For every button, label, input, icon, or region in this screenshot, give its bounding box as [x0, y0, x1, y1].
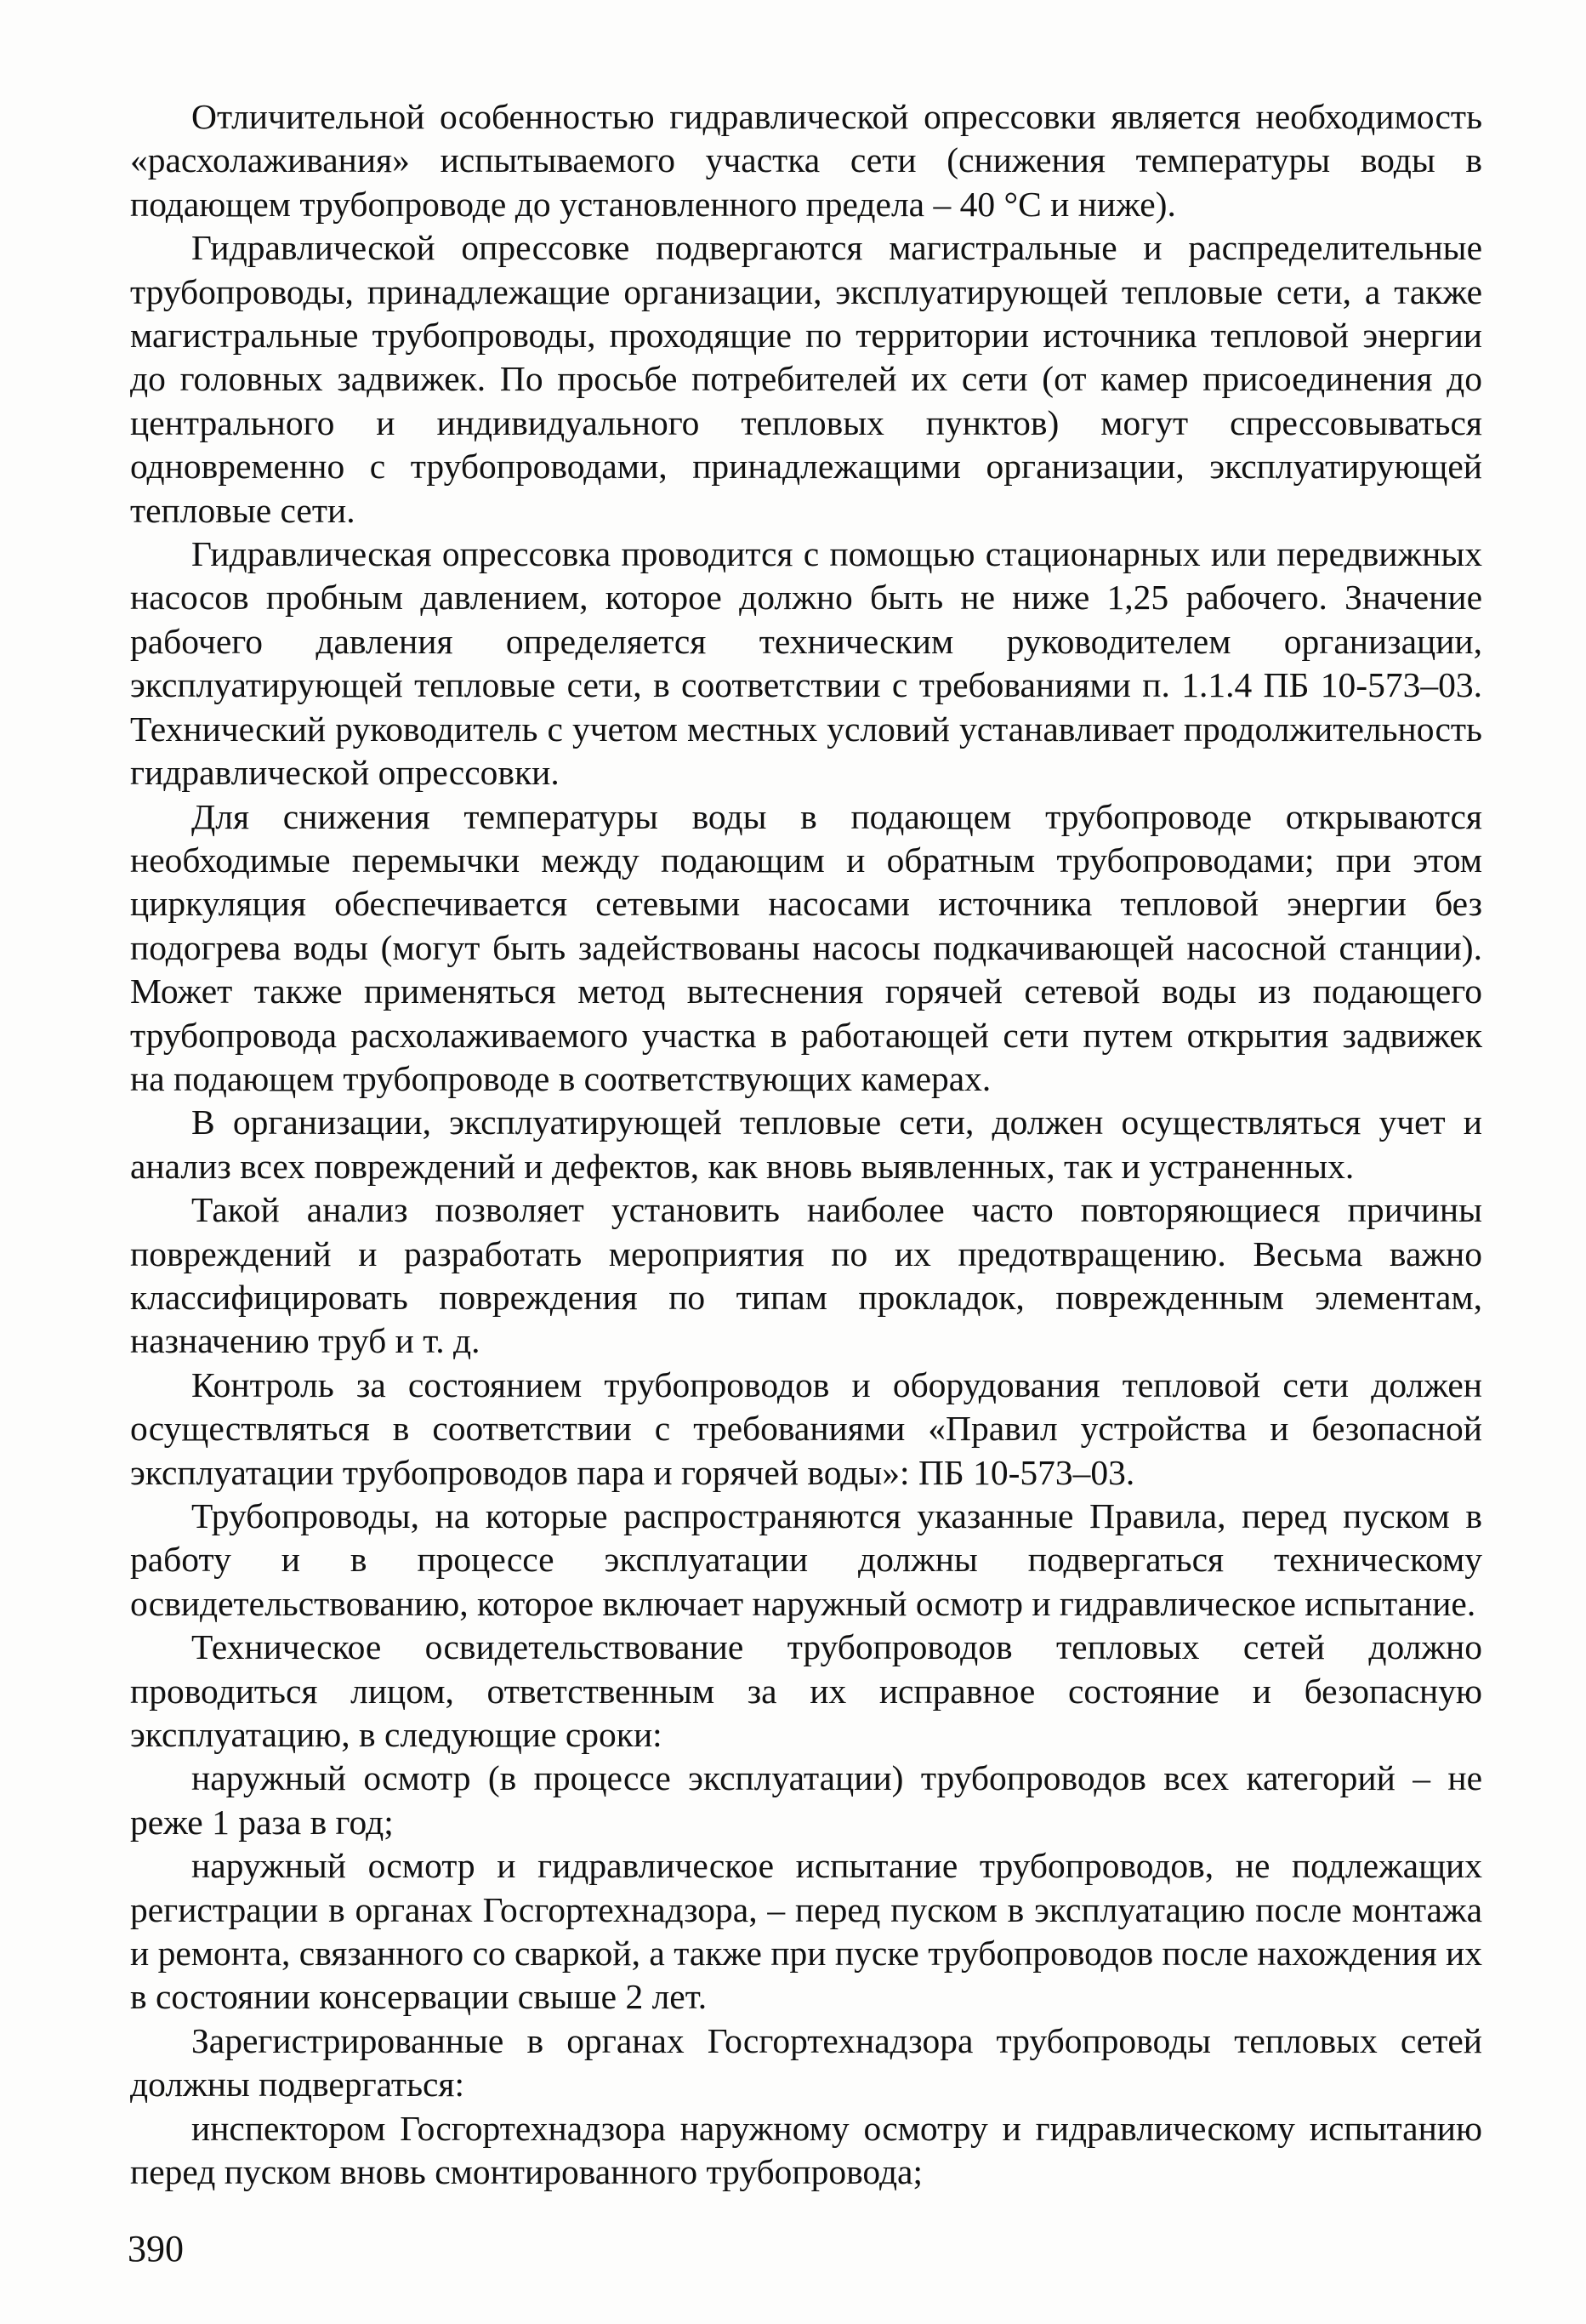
- paragraph-4: Для снижения температуры воды в подающем трубопроводе открываются необходимые перемычки между подающим и обратным трубопроводами; при этом циркуляция обеспечивается сетевыми насосами источника тепловой энергии без подогрева воды (могут быть задействованы насосы подкачивающей насосной станции). Может также применяться метод вытеснения горячей сетевой воды из подающего трубопровода расхолаживаемого участка в работающей сети путем открытия задвижек на подающем трубопроводе в соответствующих камерах.: [130, 796, 1482, 1098]
- list-item-2: наружный осмотр и гидравлическое испытание трубопроводов, не подлежащих регистрации в органах Госгортехнадзора, – перед пуском в эксплуатацию после монтажа и ремонта, связанного со сваркой, а также при пуске трубопроводов после нахождения их в состоянии консервации свыше 2 лет.: [130, 1846, 1482, 2017]
- paragraph-6: Такой анализ позволяет установить наиболее часто повторяющиеся причины повреждений и разработать мероприятия по их предотвращению. Весьма важно классифицировать повреждения по типам прокладок, поврежденным элементам, назначению труб и т. д.: [130, 1190, 1482, 1361]
- paragraph-5: В организации, эксплуатирующей тепловые сети, должен осуществляться учет и анализ всех повреждений и дефектов, как вновь выявленных, так и устраненных.: [130, 1102, 1482, 1186]
- paragraph-1: Отличительной особенностью гидравлической опрессовки является необходимость «расхолаживания» испытываемого участка сети (снижения температуры воды в подающем трубопроводе до установленного предела – 40 °С и ниже).: [130, 97, 1482, 224]
- paragraph-3: Гидравлическая опрессовка проводится с помощью стационарных или передвижных насосов пробным давлением, которое должно быть не ниже 1,25 рабочего. Значение рабочего давления определяется техническим руководителем организации, эксплуатирующей тепловые сети, в соответствии с требованиями п. 1.1.4 ПБ 10-573–03. Технический руководитель с учетом местных условий устанавливает продолжительность гидравлической опрессовки.: [130, 534, 1482, 793]
- paragraph-10: Зарегистрированные в органах Госгортехнадзора трубопроводы тепловых сетей должны подвергаться:: [130, 2020, 1482, 2105]
- paragraph-7: Контроль за состоянием трубопроводов и оборудования тепловой сети должен осуществляться в соответствии с требованиями «Правил устройства и безопасной эксплуатации трубопроводов пара и горячей воды»: ПБ 10-573–03.: [130, 1364, 1482, 1492]
- list-item-1: наружный осмотр (в процессе эксплуатации) трубопроводов всех категорий – не реже 1 раза в год;: [130, 1758, 1482, 1842]
- body-text: [130, 95, 1482, 2195]
- paragraph-8: Трубопроводы, на которые распространяются указанные Правила, перед пуском в работу и в процессе эксплуатации должны подвергаться техническому освидетельствованию, которое включает наружный осмотр и гидравлическое испытание.: [130, 1496, 1482, 1623]
- list-item-3: инспектором Госгортехнадзора наружному осмотру и гидравлическому испытанию перед пуском вновь смонтированного трубопровода;: [130, 2108, 1482, 2192]
- paragraph-2: Гидравлической опрессовке подвергаются магистральные и распределительные трубопроводы, принадлежащие организации, эксплуатирующей тепловые сети, а также магистральные трубопроводы, проходящие по территории источника тепловой энергии до головных задвижек. По просьбе потребителей их сети (от камер присоединения до центрального и индивидуального тепловых пунктов) могут спрессовываться одновременно с трубопроводами, принадлежащими организации, эксплуатирующей тепловые сети.: [130, 228, 1482, 530]
- paragraph-9: Техническое освидетельствование трубопроводов тепловых сетей должно проводиться лицом, ответственным за их исправное состояние и безопасную эксплуатацию, в следующие сроки:: [130, 1627, 1482, 1755]
- page-number: 390: [128, 2228, 184, 2270]
